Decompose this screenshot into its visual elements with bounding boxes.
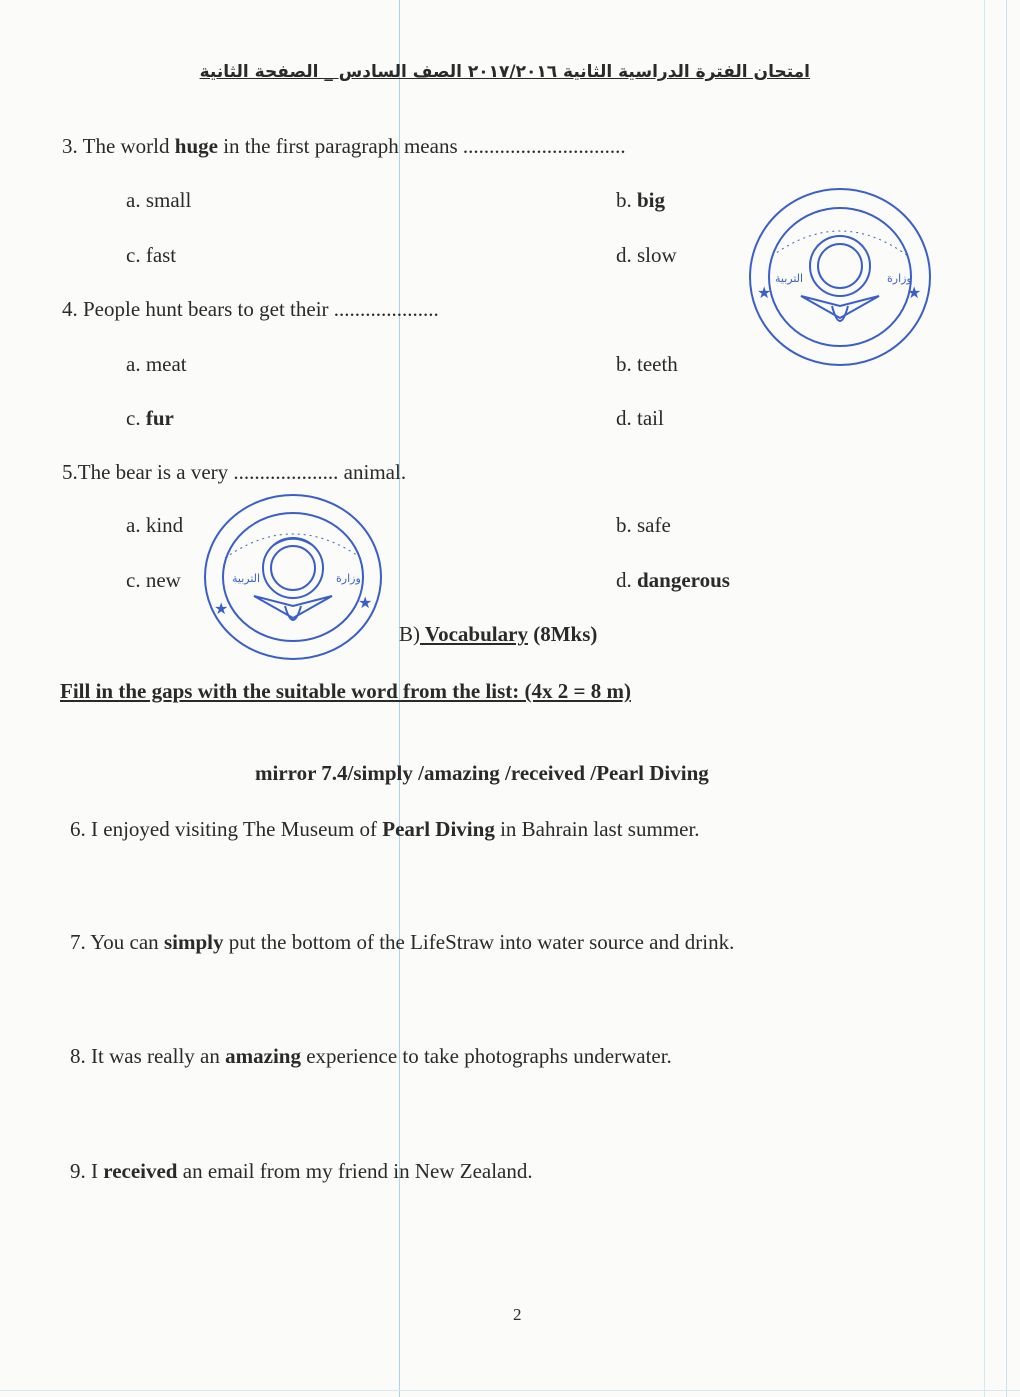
q4-option-c: c. fur [126, 406, 174, 430]
page-number: 2 [513, 1305, 522, 1324]
q5-option-d: d. dangerous [616, 568, 730, 592]
instruction: Fill in the gaps with the suitable word from the list: (4x 2 = 8 m) [60, 679, 631, 703]
question-7: 7. You can simply put the bottom of the LifeStraw into water source and drink. [70, 930, 735, 954]
word-list: mirror 7.4/simply /amazing /received /Pearl Diving [255, 761, 709, 785]
q3-option-d: d. slow [616, 243, 677, 267]
question-3: 3. The world huge in the first paragraph means ............................... [62, 134, 626, 158]
q3-option-b: b. big [616, 188, 666, 212]
scan-edge-line [1006, 0, 1007, 1397]
question-9: 9. I received an email from my friend in New Zealand. [70, 1159, 533, 1183]
stamp-label-left: التربية [775, 272, 804, 285]
stamp-label-right: وزارة [336, 572, 361, 585]
question-6: 6. I enjoyed visiting The Museum of Pearl Diving in Bahrain last summer. [70, 817, 700, 841]
stamp-label-right: وزارة [887, 272, 912, 285]
q4-option-b: b. teeth [616, 352, 678, 376]
section-b-heading: B) Vocabulary (8Mks) [399, 622, 598, 646]
q5-option-c: c. new [126, 568, 181, 592]
svg-text:★: ★ [214, 599, 229, 618]
stamp-label-left: التربية [232, 572, 261, 585]
q4-option-a: a. meat [126, 352, 187, 376]
q5-option-a: a. kind [126, 513, 184, 537]
question-4: 4. People hunt bears to get their .................... [62, 297, 439, 321]
scan-bottom-line [0, 1390, 1020, 1391]
svg-text:★: ★ [907, 283, 922, 302]
svg-text:★: ★ [358, 593, 373, 612]
page-header: امتحان الفترة الدراسية الثانية ٢٠١٧/٢٠١٦ الصف السادس _ الصفحة الثانية [199, 62, 810, 82]
question-8: 8. It was really an amazing experience to take photographs underwater. [70, 1044, 672, 1068]
official-stamp-seal [200, 492, 386, 662]
q3-option-c: c. fast [126, 243, 177, 267]
svg-text:★: ★ [757, 283, 772, 302]
q5-option-b: b. safe [616, 513, 671, 537]
official-stamp-seal [747, 186, 933, 368]
q4-option-d: d. tail [616, 406, 664, 430]
question-5: 5.The bear is a very .................... animal. [62, 460, 407, 484]
scan-edge-line [984, 0, 985, 1397]
q3-option-a: a. small [126, 188, 192, 212]
